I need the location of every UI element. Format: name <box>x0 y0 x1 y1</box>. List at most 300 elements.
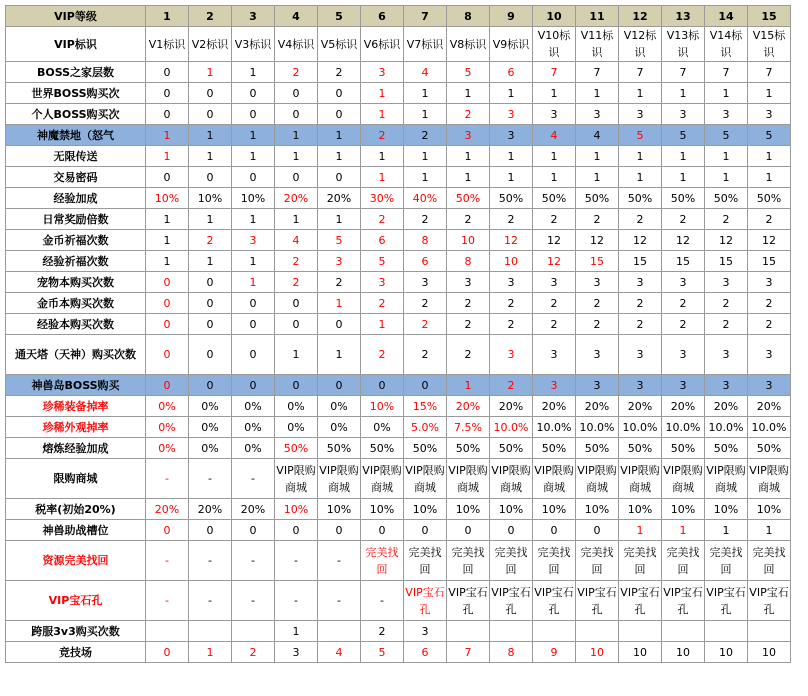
table-cell <box>447 621 490 642</box>
table-row <box>6 251 791 272</box>
table-cell: 2 <box>361 209 404 230</box>
table-cell: 40% <box>404 188 447 209</box>
table-cell: 3 <box>748 272 791 293</box>
table-cell: 7 <box>662 62 705 83</box>
table-cell: 50% <box>619 188 662 209</box>
table-cell: 1 <box>576 167 619 188</box>
table-cell: V5标识 <box>318 27 361 62</box>
table-cell: 1 <box>189 62 232 83</box>
table-cell: 10% <box>361 396 404 417</box>
table-cell: 12 <box>533 230 576 251</box>
table-cell: 3 <box>533 272 576 293</box>
table-cell: 0 <box>189 272 232 293</box>
vip-level-header-row <box>6 6 791 27</box>
table-cell <box>619 621 662 642</box>
table-cell <box>490 621 533 642</box>
table-cell: 10 <box>705 642 748 663</box>
table-cell: 0 <box>576 520 619 541</box>
row-label: 珍稀外观掉率 <box>6 417 146 438</box>
row-label: 资源完美找回 <box>6 541 146 581</box>
table-row <box>6 459 791 499</box>
table-cell: 0% <box>232 396 275 417</box>
table-cell: 1 <box>275 335 318 375</box>
table-cell: 0 <box>146 62 189 83</box>
table-row <box>6 314 791 335</box>
row-label: VIP标识 <box>6 27 146 62</box>
table-row <box>6 438 791 459</box>
table-cell: 1 <box>361 314 404 335</box>
table-cell: 12 <box>533 251 576 272</box>
vip-level-header-cell: 15 <box>748 6 791 27</box>
table-cell: 3 <box>619 375 662 396</box>
vip-level-header-cell: 11 <box>576 6 619 27</box>
table-cell: 7.5% <box>447 417 490 438</box>
table-cell: - <box>232 581 275 621</box>
table-cell: 2 <box>748 209 791 230</box>
table-cell: 6 <box>361 230 404 251</box>
table-cell: 10% <box>490 499 533 520</box>
table-cell: 0 <box>275 104 318 125</box>
vip-level-header-label: VIP等级 <box>6 6 146 27</box>
table-cell: 3 <box>361 62 404 83</box>
table-cell: 1 <box>447 83 490 104</box>
row-label: 熔炼经验加成 <box>6 438 146 459</box>
table-cell: V9标识 <box>490 27 533 62</box>
table-cell: 6 <box>404 251 447 272</box>
table-cell <box>232 621 275 642</box>
vip-level-header-cell: 5 <box>318 6 361 27</box>
table-cell: 12 <box>705 230 748 251</box>
row-label: 限购商城 <box>6 459 146 499</box>
table-cell: 1 <box>404 167 447 188</box>
table-cell: 1 <box>705 146 748 167</box>
table-cell: 1 <box>275 125 318 146</box>
table-cell: V7标识 <box>404 27 447 62</box>
table-cell: 10 <box>662 642 705 663</box>
row-label: 经验本购买次数 <box>6 314 146 335</box>
table-cell: 10% <box>662 499 705 520</box>
table-cell: 2 <box>447 293 490 314</box>
table-cell: 50% <box>533 438 576 459</box>
vip-level-header-cell: 9 <box>490 6 533 27</box>
table-row <box>6 83 791 104</box>
table-cell: 10% <box>275 499 318 520</box>
table-cell: 1 <box>232 209 275 230</box>
table-cell: 1 <box>619 146 662 167</box>
table-cell: 0 <box>232 375 275 396</box>
table-cell: 2 <box>705 293 748 314</box>
table-cell: 3 <box>490 272 533 293</box>
table-cell: 1 <box>662 167 705 188</box>
table-cell: 1 <box>361 104 404 125</box>
table-cell: 0 <box>447 520 490 541</box>
table-cell: 1 <box>748 167 791 188</box>
vip-level-header-cell: 1 <box>146 6 189 27</box>
table-cell: 1 <box>318 293 361 314</box>
table-row <box>6 621 791 642</box>
table-cell: 20% <box>232 499 275 520</box>
row-label: 神兽助战槽位 <box>6 520 146 541</box>
table-cell: 20% <box>533 396 576 417</box>
table-cell: 3 <box>533 104 576 125</box>
table-cell: V3标识 <box>232 27 275 62</box>
table-cell: 3 <box>318 251 361 272</box>
table-cell: 10 <box>576 642 619 663</box>
table-cell: 0% <box>146 417 189 438</box>
table-cell: V1标识 <box>146 27 189 62</box>
table-cell: - <box>361 581 404 621</box>
table-cell: 完美找回 <box>490 541 533 581</box>
table-cell: 20% <box>189 499 232 520</box>
table-cell: 2 <box>275 251 318 272</box>
table-cell: - <box>275 581 318 621</box>
table-cell: 2 <box>748 314 791 335</box>
table-cell: 0 <box>275 83 318 104</box>
table-cell: 0% <box>318 417 361 438</box>
row-label: 个人BOSS购买次 <box>6 104 146 125</box>
table-cell: 0 <box>318 520 361 541</box>
table-cell: 完美找回 <box>447 541 490 581</box>
table-row <box>6 417 791 438</box>
table-cell: 2 <box>404 293 447 314</box>
table-cell: 20% <box>275 188 318 209</box>
table-cell: 0 <box>189 520 232 541</box>
table-cell: VIP宝石孔 <box>662 581 705 621</box>
table-cell: 1 <box>705 83 748 104</box>
table-cell: 2 <box>404 335 447 375</box>
table-cell: 0% <box>318 396 361 417</box>
table-cell: 0 <box>146 375 189 396</box>
table-cell: 2 <box>275 272 318 293</box>
table-cell: VIP宝石孔 <box>490 581 533 621</box>
table-cell: 0 <box>232 335 275 375</box>
table-cell: 2 <box>533 293 576 314</box>
table-cell: 2 <box>705 314 748 335</box>
table-cell: 3 <box>447 272 490 293</box>
table-cell: 1 <box>662 146 705 167</box>
table-cell: 1 <box>705 167 748 188</box>
table-cell: 0 <box>232 314 275 335</box>
table-cell: 7 <box>576 62 619 83</box>
table-cell: 1 <box>189 146 232 167</box>
table-cell: 1 <box>189 251 232 272</box>
table-cell: 0 <box>146 104 189 125</box>
table-cell: VIP限购商城 <box>662 459 705 499</box>
table-cell: 完美找回 <box>748 541 791 581</box>
table-cell: 1 <box>576 146 619 167</box>
table-cell: 1 <box>146 125 189 146</box>
table-cell: 10.0% <box>533 417 576 438</box>
table-row <box>6 104 791 125</box>
table-cell: 5 <box>361 642 404 663</box>
table-cell: 7 <box>447 642 490 663</box>
row-label: 神魔禁地（怒气 <box>6 125 146 146</box>
table-cell: 4 <box>275 230 318 251</box>
table-cell: 50% <box>490 188 533 209</box>
table-cell: 3 <box>662 375 705 396</box>
table-cell: 2 <box>748 293 791 314</box>
table-cell: 1 <box>232 62 275 83</box>
table-cell: 10% <box>318 499 361 520</box>
table-cell: 1 <box>490 167 533 188</box>
vip-level-header-cell: 8 <box>447 6 490 27</box>
table-cell: 5.0% <box>404 417 447 438</box>
table-cell: 12 <box>662 230 705 251</box>
table-cell: 0 <box>318 167 361 188</box>
table-cell: 3 <box>404 621 447 642</box>
table-cell: 10% <box>576 499 619 520</box>
table-cell: 8 <box>447 251 490 272</box>
table-cell: 50% <box>705 438 748 459</box>
table-cell: 0 <box>275 314 318 335</box>
table-cell: VIP限购商城 <box>748 459 791 499</box>
table-cell: 2 <box>447 104 490 125</box>
table-cell: 1 <box>404 146 447 167</box>
table-cell: 0 <box>404 520 447 541</box>
table-cell: 1 <box>619 520 662 541</box>
table-cell: VIP限购商城 <box>619 459 662 499</box>
table-cell: 4 <box>318 642 361 663</box>
table-cell: 15 <box>576 251 619 272</box>
table-cell: 1 <box>404 83 447 104</box>
row-label: 宠物本购买次数 <box>6 272 146 293</box>
table-row <box>6 375 791 396</box>
table-cell: 2 <box>619 209 662 230</box>
table-cell: 3 <box>576 104 619 125</box>
table-cell: 15 <box>662 251 705 272</box>
table-cell: 2 <box>662 293 705 314</box>
table-cell: 4 <box>533 125 576 146</box>
table-cell: 0 <box>146 167 189 188</box>
row-label: 交易密码 <box>6 167 146 188</box>
table-cell: 50% <box>576 188 619 209</box>
table-cell: 1 <box>232 251 275 272</box>
table-cell: 0 <box>361 520 404 541</box>
table-cell: 1 <box>275 209 318 230</box>
table-cell: 3 <box>533 335 576 375</box>
table-cell: 3 <box>619 104 662 125</box>
table-cell: 0% <box>361 417 404 438</box>
table-cell: 2 <box>318 62 361 83</box>
table-row <box>6 581 791 621</box>
table-cell: 50% <box>361 438 404 459</box>
row-label: 跨服3v3购买次数 <box>6 621 146 642</box>
table-cell: 50% <box>748 188 791 209</box>
table-row <box>6 146 791 167</box>
table-cell: 3 <box>576 272 619 293</box>
table-cell: 5 <box>318 230 361 251</box>
table-cell: 15 <box>619 251 662 272</box>
table-cell: 15 <box>748 251 791 272</box>
table-cell: 完美找回 <box>705 541 748 581</box>
table-cell: 5 <box>705 125 748 146</box>
table-cell: - <box>146 459 189 499</box>
table-cell: 20% <box>146 499 189 520</box>
table-cell: 50% <box>576 438 619 459</box>
table-cell: 0% <box>275 396 318 417</box>
table-cell: - <box>318 541 361 581</box>
row-label: 通天塔（天神）购买次数 <box>6 335 146 375</box>
table-cell: 0 <box>232 293 275 314</box>
table-cell <box>576 621 619 642</box>
table-cell: 3 <box>490 104 533 125</box>
table-cell: 5 <box>662 125 705 146</box>
table-cell: 1 <box>748 520 791 541</box>
table-cell: 2 <box>490 209 533 230</box>
table-cell: 7 <box>748 62 791 83</box>
vip-level-header-cell: 7 <box>404 6 447 27</box>
table-cell: 0 <box>146 335 189 375</box>
table-cell: V11标识 <box>576 27 619 62</box>
table-cell: 5 <box>619 125 662 146</box>
table-cell: VIP宝石孔 <box>576 581 619 621</box>
table-cell: 3 <box>533 375 576 396</box>
row-label: 世界BOSS购买次 <box>6 83 146 104</box>
table-cell: 5 <box>361 251 404 272</box>
table-cell: 2 <box>447 335 490 375</box>
table-cell: 1 <box>232 125 275 146</box>
table-cell: 3 <box>705 375 748 396</box>
table-cell: 2 <box>404 209 447 230</box>
table-cell: 1 <box>533 146 576 167</box>
table-cell: 10% <box>619 499 662 520</box>
table-cell: VIP宝石孔 <box>404 581 447 621</box>
table-cell: 0 <box>318 314 361 335</box>
table-row <box>6 27 791 62</box>
table-row <box>6 167 791 188</box>
table-cell: 1 <box>404 104 447 125</box>
table-cell: - <box>189 541 232 581</box>
table-cell <box>189 621 232 642</box>
table-cell: 50% <box>662 438 705 459</box>
table-cell: 3 <box>619 335 662 375</box>
table-cell: 50% <box>447 438 490 459</box>
table-cell: 12 <box>619 230 662 251</box>
table-cell <box>533 621 576 642</box>
table-cell: 3 <box>576 335 619 375</box>
table-cell: 4 <box>404 62 447 83</box>
table-cell: 0 <box>232 104 275 125</box>
table-cell: 7 <box>705 62 748 83</box>
row-label: 无限传送 <box>6 146 146 167</box>
table-cell: 3 <box>705 335 748 375</box>
table-cell: 10% <box>748 499 791 520</box>
table-cell: VIP限购商城 <box>404 459 447 499</box>
table-cell: 20% <box>662 396 705 417</box>
table-row <box>6 520 791 541</box>
row-label: 税率(初始20%) <box>6 499 146 520</box>
table-cell: - <box>318 581 361 621</box>
table-cell: 20% <box>619 396 662 417</box>
table-cell: 2 <box>404 314 447 335</box>
row-label: 金币本购买次数 <box>6 293 146 314</box>
table-cell: VIP宝石孔 <box>748 581 791 621</box>
table-cell: 2 <box>705 209 748 230</box>
table-cell: 1 <box>318 146 361 167</box>
vip-level-header-cell: 4 <box>275 6 318 27</box>
table-cell: VIP限购商城 <box>447 459 490 499</box>
table-cell: 0 <box>404 375 447 396</box>
table-cell: 12 <box>748 230 791 251</box>
table-cell: 10% <box>533 499 576 520</box>
table-cell: V4标识 <box>275 27 318 62</box>
table-cell: 1 <box>662 83 705 104</box>
row-label: VIP宝石孔 <box>6 581 146 621</box>
table-row <box>6 499 791 520</box>
table-cell <box>662 621 705 642</box>
table-cell: 6 <box>490 62 533 83</box>
table-cell: VIP限购商城 <box>318 459 361 499</box>
table-cell: 3 <box>576 375 619 396</box>
table-cell: 50% <box>275 438 318 459</box>
table-cell: 7 <box>533 62 576 83</box>
table-cell: 20% <box>705 396 748 417</box>
table-cell: V15标识 <box>748 27 791 62</box>
table-cell: 0 <box>275 293 318 314</box>
table-cell: 20% <box>447 396 490 417</box>
vip-level-header-cell: 12 <box>619 6 662 27</box>
table-row <box>6 293 791 314</box>
table-cell: 50% <box>705 188 748 209</box>
table-row <box>6 335 791 375</box>
table-cell: 1 <box>748 146 791 167</box>
vip-benefits-table <box>5 5 791 663</box>
table-cell: 1 <box>533 167 576 188</box>
table-cell: 10.0% <box>619 417 662 438</box>
table-cell: 50% <box>318 438 361 459</box>
table-cell: 30% <box>361 188 404 209</box>
table-cell: 2 <box>490 314 533 335</box>
table-cell: 0 <box>189 293 232 314</box>
table-cell: 2 <box>576 209 619 230</box>
table-cell: 1 <box>189 209 232 230</box>
table-cell: 0 <box>146 293 189 314</box>
vip-level-header-cell: 3 <box>232 6 275 27</box>
table-cell: 10% <box>146 188 189 209</box>
table-row <box>6 230 791 251</box>
table-cell: 12 <box>576 230 619 251</box>
table-cell: 5 <box>748 125 791 146</box>
table-cell: 1 <box>490 83 533 104</box>
table-cell: V8标识 <box>447 27 490 62</box>
table-cell: 0 <box>189 375 232 396</box>
table-cell: 3 <box>662 272 705 293</box>
table-cell: 3 <box>619 272 662 293</box>
table-cell: 12 <box>490 230 533 251</box>
table-cell: 0 <box>189 335 232 375</box>
table-cell: 1 <box>662 520 705 541</box>
table-cell: 3 <box>705 272 748 293</box>
table-cell: 完美找回 <box>576 541 619 581</box>
table-cell: 3 <box>748 335 791 375</box>
table-cell: V6标识 <box>361 27 404 62</box>
table-cell: V13标识 <box>662 27 705 62</box>
table-cell: 20% <box>576 396 619 417</box>
table-cell: VIP宝石孔 <box>619 581 662 621</box>
vip-benefits-body <box>6 27 791 663</box>
table-cell: 3 <box>748 104 791 125</box>
vip-level-header-cell: 2 <box>189 6 232 27</box>
table-cell: 0 <box>232 83 275 104</box>
table-cell: 1 <box>146 146 189 167</box>
table-cell: 2 <box>361 621 404 642</box>
table-cell: V10标识 <box>533 27 576 62</box>
table-cell: 0 <box>318 83 361 104</box>
table-cell: 3 <box>404 272 447 293</box>
table-cell: 0 <box>275 375 318 396</box>
table-row <box>6 188 791 209</box>
table-cell: 完美找回 <box>662 541 705 581</box>
